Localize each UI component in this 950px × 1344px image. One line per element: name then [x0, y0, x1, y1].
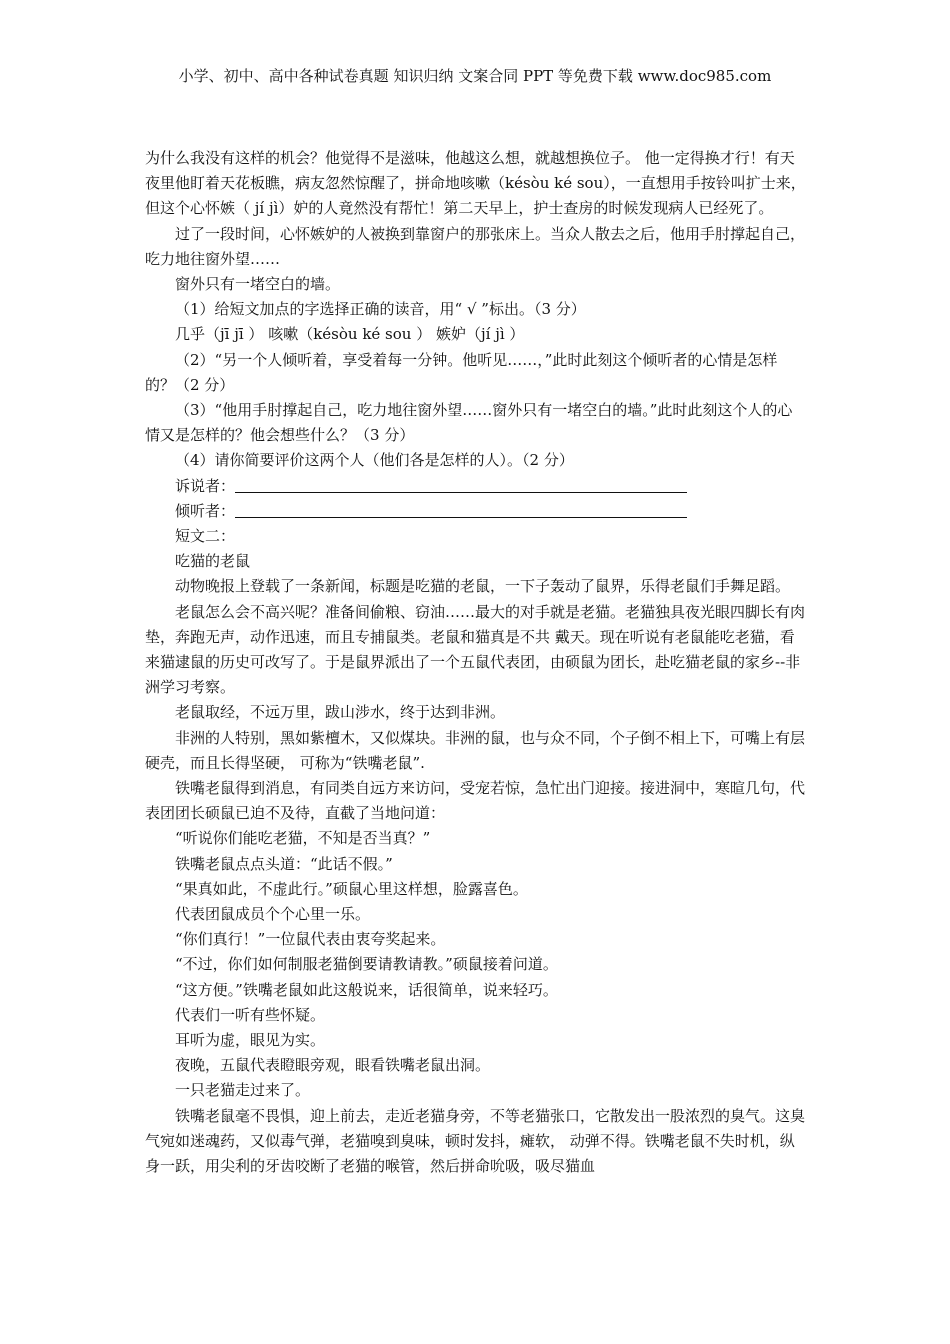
- passage2-label: 短文二：: [175, 527, 236, 546]
- answer-blank-line: [235, 477, 687, 493]
- passage2-paragraph: 铁嘴老鼠点点头道：“此话不假。”: [175, 854, 393, 873]
- passage1-paragraph: 为什么我没有这样的机会？他觉得不是滋味，他越这么想，就越想换位子。 他一定得换才行！有天夜里他盯着天花板瞧，病友忽然惊醒了，拼命地咳嗽（késòu ké sou），一直想用手按铃叫扩士来，但这个心怀嫉（ jí jì）妒的人竟然没有帮忙！第二天早上，护士查房的时候发现病人已经死了。: [145, 149, 806, 218]
- answer-row-listener: [145, 499, 807, 524]
- passage1-paragraph: 过了一段时间，心怀嫉妒的人被换到靠窗户的那张床上。当众人散去之后，他用手肘撑起自己，吃力地往窗外望……: [145, 224, 806, 268]
- passage2-paragraph: 代表团鼠成员个个心里一乐。: [175, 905, 371, 924]
- passage2-paragraph: 夜晚，五鼠代表瞪眼旁观，眼看铁嘴老鼠出洞。: [175, 1056, 491, 1075]
- passage2-paragraph: “听说你们能吃老猫，不知是否当真？”: [175, 829, 431, 848]
- passage2-paragraph: “果真如此，不虚此行。”硕鼠心里这样想，脸露喜色。: [175, 879, 528, 898]
- passage1-paragraph: 窗外只有一堵空白的墙。: [175, 275, 341, 294]
- question-3: （3）“他用手肘撑起自己，吃力地往窗外望……窗外只有一堵空白的墙。”此时此刻这个人的心情又是怎样的？他会想些什么？（3 分）: [145, 401, 793, 445]
- passage2-paragraph: 老鼠怎么会不高兴呢？准备间偷粮、窃油……最大的对手就是老猫。老猫独具夜光眼四脚长有肉垫，奔跑无声，动作迅速，而且专捕鼠类。老鼠和猫真是不共 戴天。现在听说有老鼠能吃老猫，看来猫逮鼠的历史可改写了。于是鼠界派出了一个五鼠代表团，由硕鼠为团长，赴吃猫老鼠的家乡--非洲学习考察。: [145, 602, 806, 697]
- passage2-paragraph: 铁嘴老鼠得到消息，有同类自远方来访问，受宠若惊，急忙出门迎接。接进洞中，寒暄几句，代表团团长硕鼠已迫不及待，直截了当地问道：: [145, 779, 806, 823]
- question-2: （2）“另一个人倾听着，享受着每一分钟。他听见……，”此时此刻这个倾听者的心情是怎样的？（2 分）: [145, 350, 778, 394]
- answer-label-listener: 倾听者：: [175, 501, 236, 520]
- passage2-paragraph: “这方便。”铁嘴老鼠如此这般说来，话很简单，说来轻巧。: [175, 980, 558, 999]
- passage2-paragraph: 耳听为虚，眼见为实。: [175, 1031, 326, 1050]
- question-1-options: 几乎（jī jī ） 咳嗽（késòu ké sou ） 嫉妒（jí jì ）: [175, 325, 525, 344]
- passage2-title: 吃猫的老鼠: [175, 552, 251, 571]
- question-1: （1）给短文加点的字选择正确的读音，用“ √ ”标出。（3 分）: [175, 300, 586, 319]
- document-body: [145, 146, 807, 1179]
- passage2-paragraph: 一只老猫走过来了。: [175, 1081, 311, 1100]
- passage2-paragraph: “你们真行！”一位鼠代表由衷夸奖起来。: [175, 930, 446, 949]
- answer-row-speaker: [145, 474, 807, 499]
- question-4: （4）请你简要评价这两个人（他们各是怎样的人）。（2 分）: [175, 451, 574, 470]
- answer-label-speaker: 诉说者：: [175, 476, 236, 495]
- passage2-paragraph: “不过，你们如何制服老猫倒要请教请教。”硕鼠接着问道。: [175, 955, 558, 974]
- page-header-banner: 小学、初中、高中各种试卷真题 知识归纳 文案合同 PPT 等免费下载 www.doc985.com: [178, 67, 772, 85]
- passage2-paragraph: 铁嘴老鼠毫不畏惧，迎上前去，走近老猫身旁，不等老猫张口，它散发出一股浓烈的臭气。这臭气宛如迷魂药，又似毒气弹，老猫嗅到臭味，顿时发抖，瘫软， 动弹不得。铁嘴老鼠不失时机，纵身一跃，用尖利的牙齿咬断了老猫的喉管，然后拼命吮吸，吸尽猫血: [145, 1106, 806, 1176]
- passage2-paragraph: 非洲的人特别，黑如紫檀木，又似煤块。非洲的鼠，也与众不同，个子倒不相上下，可嘴上有层硬壳，而且长得坚硬， 可称为“铁嘴老鼠”.: [145, 728, 806, 772]
- passage2-paragraph: 老鼠取经，不远万里，跋山涉水，终于达到非洲。: [175, 703, 506, 722]
- passage2-paragraph: 代表们一听有些怀疑。: [175, 1005, 326, 1024]
- answer-blank-line: [235, 502, 687, 518]
- passage2-paragraph: 动物晚报上登载了一条新闻，标题是吃猫的老鼠，一下子轰动了鼠界，乐得老鼠们手舞足蹈。: [175, 577, 791, 596]
